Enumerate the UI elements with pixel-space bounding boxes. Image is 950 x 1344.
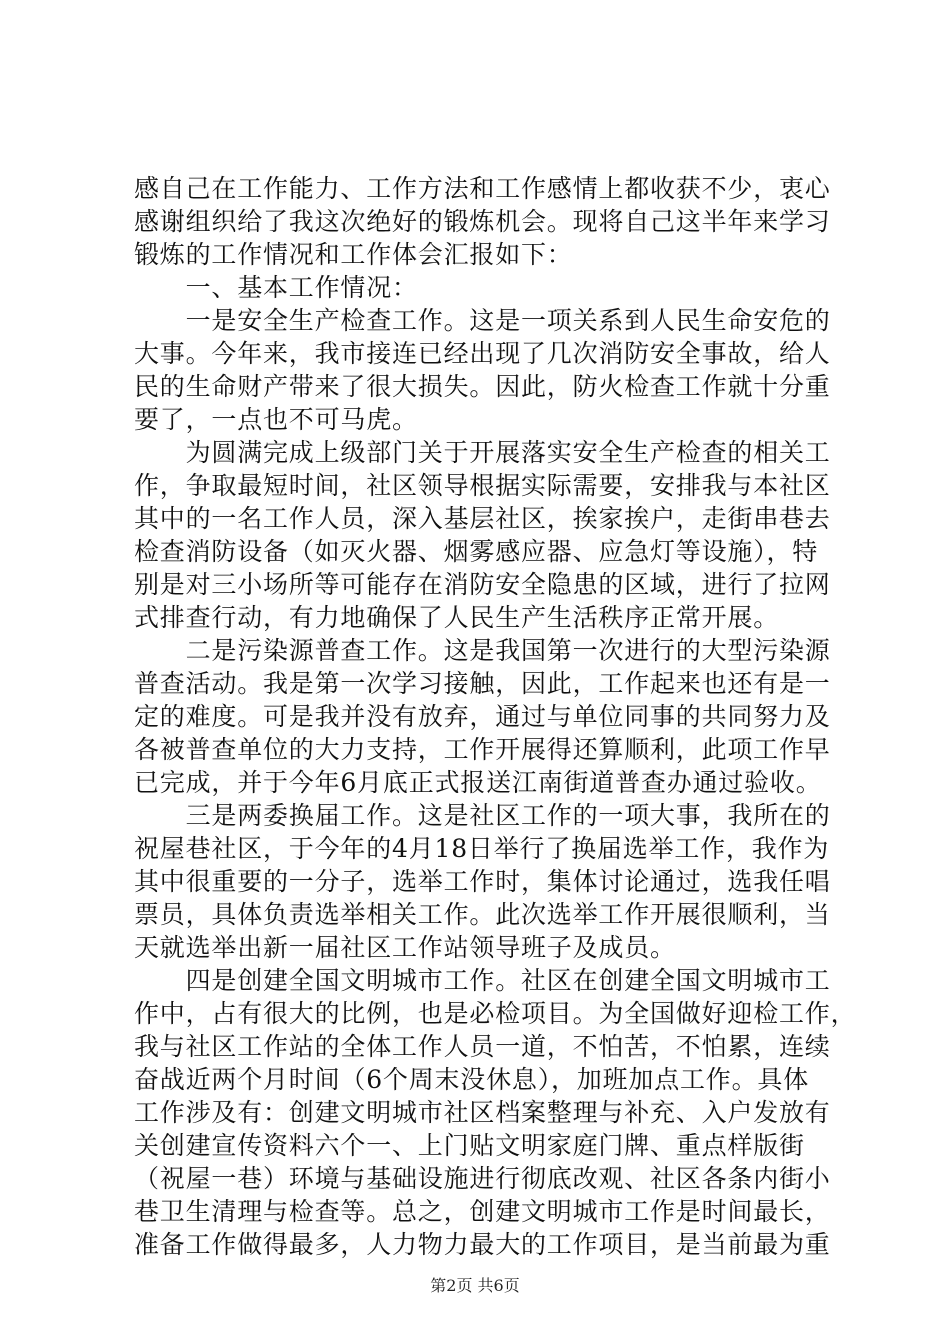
body-text-line: 要了，一点也不可马虎。: [134, 405, 418, 434]
body-text-line: 一是安全生产检查工作。这是一项关系到人民生命安危的: [134, 306, 831, 335]
body-text-line: 民的生命财产带来了很大损失。因此，防火检查工作就十分重: [134, 372, 831, 401]
body-text-line: 作中，占有很大的比例，也是必检项目。为全国做好迎检工作，: [134, 999, 857, 1028]
body-text-line: 其中的一名工作人员，深入基层社区，挨家挨户，走街串巷去: [134, 504, 831, 533]
body-text-line: 祝屋巷社区，于今年的4月18日举行了换届选举工作，我作为: [134, 834, 830, 863]
body-text-line: 各被普查单位的大力支持，工作开展得还算顺利，此项工作早: [134, 735, 831, 764]
body-text-line: 其中很重要的一分子，选举工作时，集体讨论通过，选我任唱: [134, 867, 831, 896]
body-text-line: 感自己在工作能力、工作方法和工作感情上都收获不少，衷心: [134, 174, 831, 203]
body-text-line: 三是两委换届工作。这是社区工作的一项大事，我所在的: [134, 801, 831, 830]
body-text-line: 普查活动。我是第一次学习接触，因此，工作起来也还有是一: [134, 669, 831, 698]
body-text-line: 检查消防设备（如灭火器、烟雾感应器、应急灯等设施），特: [134, 537, 819, 566]
section-heading: 一、基本工作情况：: [134, 273, 418, 302]
body-text-line: 定的难度。可是我并没有放弃，通过与单位同事的共同努力及: [134, 702, 831, 731]
body-text-line: 巷卫生清理与检查等。总之，创建文明城市工作是时间最长，: [134, 1197, 831, 1226]
body-text-line: 关创建宣传资料六个一、上门贴文明家庭门牌、重点样版街: [134, 1131, 805, 1160]
body-text-line: 别是对三小场所等可能存在消防安全隐患的区域，进行了拉网: [134, 570, 831, 599]
body-text-line: （祝屋一巷）环境与基础设施进行彻底改观、社区各条内街小: [134, 1164, 831, 1193]
body-text-line: 作，争取最短时间，社区领导根据实际需要，安排我与本社区: [134, 471, 831, 500]
body-text-line: 锻炼的工作情况和工作体会汇报如下：: [134, 240, 573, 269]
body-text-line: 票员，具体负责选举相关工作。此次选举工作开展很顺利，当: [134, 900, 831, 929]
body-text-line: 奋战近两个月时间（6个周末没休息），加班加点工作。具体: [134, 1065, 810, 1094]
body-text-line: 我与社区工作站的全体工作人员一道，不怕苦，不怕累，连续: [134, 1032, 831, 1061]
body-text-line: 已完成，并于今年6月底正式报送江南街道普查办通过验收。: [134, 768, 822, 797]
body-text-line: 式排查行动，有力地确保了人民生产生活秩序正常开展。: [134, 603, 780, 632]
body-text-line: 四是创建全国文明城市工作。社区在创建全国文明城市工: [134, 966, 831, 995]
body-text-line: 二是污染源普查工作。这是我国第一次进行的大型污染源: [134, 636, 831, 665]
page-number-footer: 第2页 共6页: [430, 1276, 520, 1295]
body-text-line: 准备工作做得最多，人力物力最大的工作项目，是当前最为重: [134, 1230, 831, 1259]
body-text-line: 感谢组织给了我这次绝好的锻炼机会。现将自己这半年来学习: [134, 207, 831, 236]
body-text-line: 为圆满完成上级部门关于开展落实安全生产检查的相关工: [134, 438, 831, 467]
body-text-line: 天就选举出新一届社区工作站领导班子及成员。: [134, 933, 676, 962]
body-text-line: 大事。今年来，我市接连已经出现了几次消防安全事故，给人: [134, 339, 831, 368]
body-text-line: 工作涉及有：创建文明城市社区档案整理与补充、入户发放有: [134, 1098, 831, 1127]
